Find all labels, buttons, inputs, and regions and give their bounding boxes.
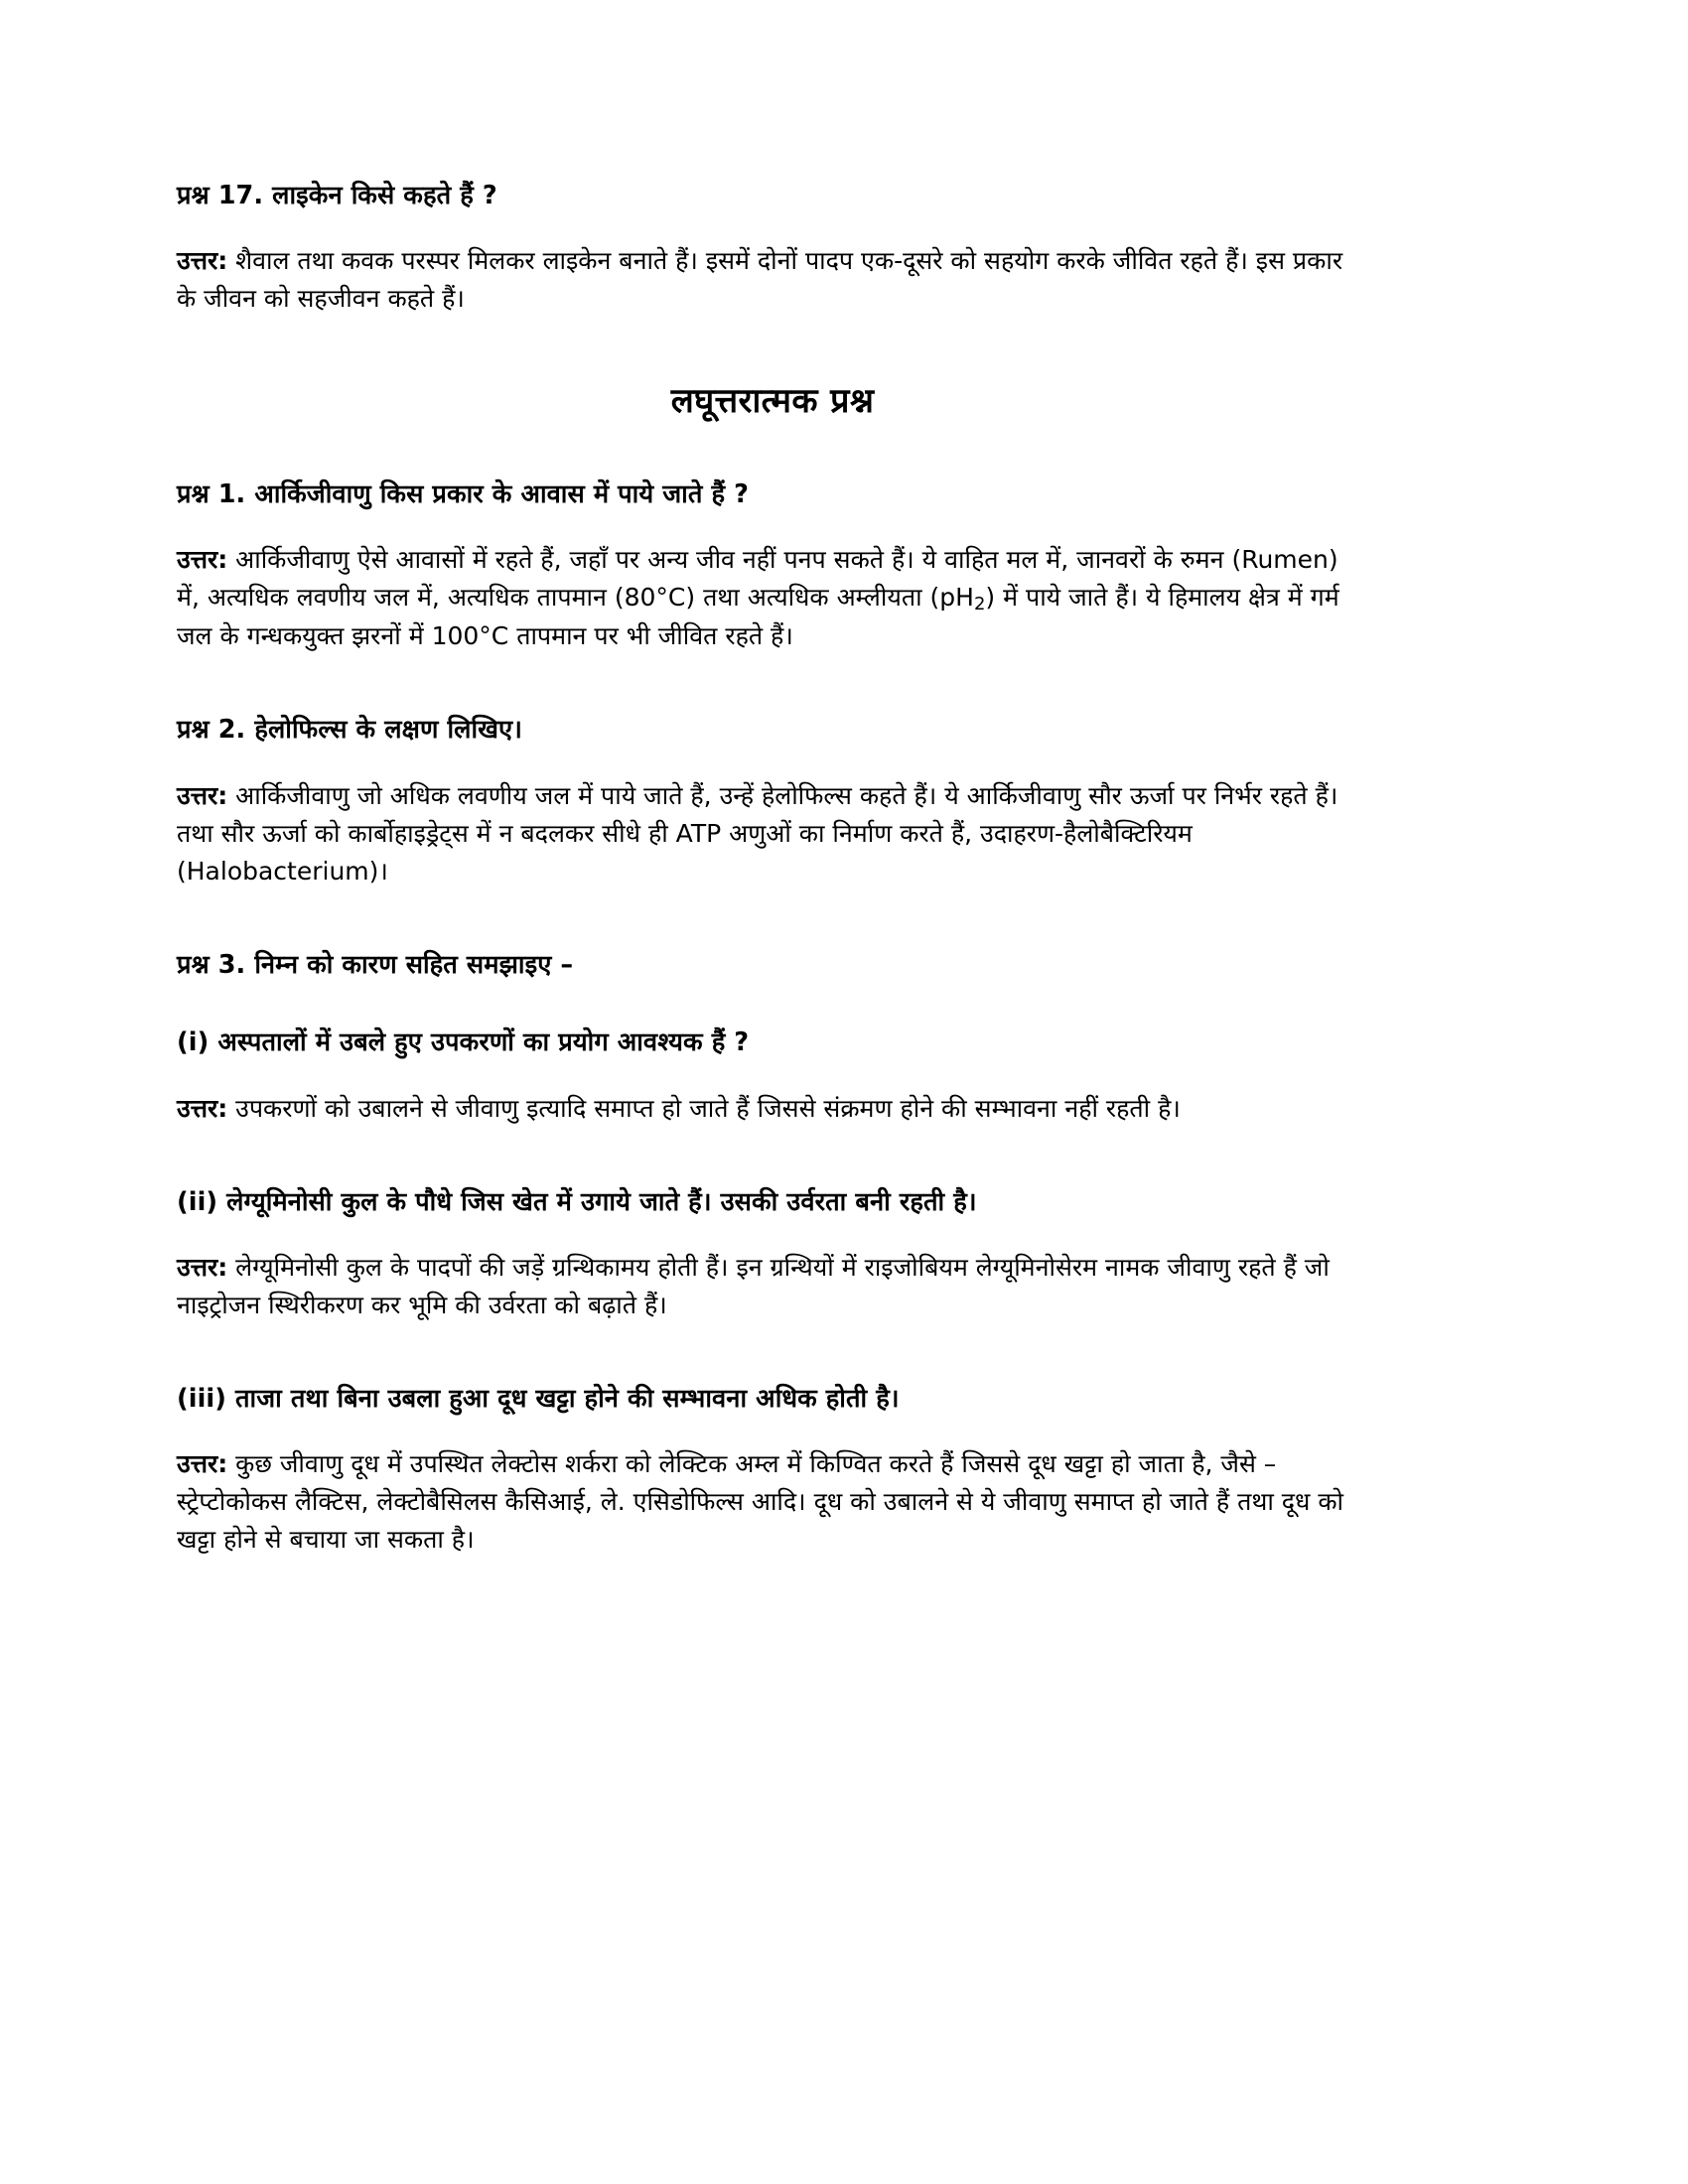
question-3-part-iii-answer-line-1 (177, 1445, 1368, 1483)
spacer (177, 1060, 1368, 1090)
answer-text: शैवाल तथा कवक परस्पर मिलकर लाइकेन बनाते हैं। इसमें दोनों पादप एक-दूसरे को सहयोग करके जीवित रहते हैं। इस प्रकार के जीवन को सहजीवन कहते हैं। (177, 246, 1343, 314)
spacer (177, 748, 1368, 777)
spacer (177, 1128, 1368, 1185)
ph-subscript: 2 (973, 593, 986, 614)
answer-label: उत्तर: (177, 1093, 228, 1123)
spacer (177, 890, 1368, 948)
question-1-heading: प्रश्न 1. आर्किजीवाणु किस प्रकार के आवास में पाये जाते हैं ? (177, 478, 749, 509)
question-2-heading: प्रश्न 2. हेलोफिल्स के लक्षण लिखिए। (177, 715, 523, 746)
answer-text: उपकरणों को उबालने से जीवाणु इत्यादि समाप्त हो जाते हैं जिससे संक्रमण होने की सम्भावना नहीं रहती है। (227, 1093, 1181, 1123)
question-17-answer (177, 242, 1368, 318)
answer-text: लेग्यूमिनोसी कुल के पादपों की जड़ें ग्रन्थिकामय होती हैं। इन ग्रन्थियों में राइजोबियम लेग्यूमिनोसेरम नामक जीवाणु रहते हैं जो नाइट्रोजन स्थिरीकरण कर भूमि की उर्वरता को बढ़ाते हैं। (177, 1253, 1330, 1320)
question-3-part-ii-answer (177, 1249, 1368, 1324)
section-title: लघूत्तरात्मक प्रश्न (670, 381, 875, 422)
question-3-part-ii-heading: (ii) लेग्यूमिनोसी कुल के पौधे जिस खेत में उगाये जाते हैं। उसकी उर्वरता बनी रहती है। (177, 1186, 977, 1217)
spacer (177, 511, 1368, 541)
question-3-part-i-answer (177, 1090, 1368, 1128)
answer-text-part-1: आर्किजीवाणु ऐसे आवासों में रहते हैं, जहाँ पर अन्य जीव नहीं पनप सकते हैं। ये वाहित मल में, जानवरों के रुमन (Rumen) में, अत्यधिक लवणीय जल में, अत्यधिक तापमान (80°C) तथा अत्यधिक अम्लीयता (pH (177, 545, 1338, 613)
answer-label: उत्तर: (177, 246, 228, 276)
spacer (177, 655, 1368, 713)
answer-label: उत्तर: (177, 780, 228, 810)
document-body (177, 179, 1368, 1559)
answer-text: कुछ जीवाणु दूध में उपस्थित लेक्टोस शर्करा को लेक्टिक अम्ल में किण्वित करते हैं जिससे दूध खट्टा हो जाता है, जैसे – (227, 1449, 1277, 1479)
spacer (177, 1416, 1368, 1445)
answer-label: उत्तर: (177, 1449, 228, 1479)
answer-text-part-2: ) में पाये जाते हैं। ये हिमालय क्षेत्र में गर्म जल के गन्धकयुक्त झरनों में 100°C तापमान पर भी जीवित रहते हैं। (177, 583, 1339, 651)
spacer (177, 1324, 1368, 1382)
answer-label: उत्तर: (177, 1253, 228, 1283)
answer-label: उत्तर: (177, 545, 228, 575)
spacer (177, 212, 1368, 242)
question-1-answer (177, 541, 1368, 655)
spacer (177, 318, 1368, 379)
answer-text: आर्किजीवाणु जो अधिक लवणीय जल में पाये जाते हैं, उन्हें हेलोफिल्स कहते हैं। ये आर्किजीवाणु सौर ऊर्जा पर निर्भर रहते हैं। तथा सौर ऊर्जा को कार्बोहाइड्रेट्स में न बदलकर सीधे ही ATP अणुओं का निर्माण करते हैं, उदाहरण-हैलोबैक्टिरियम (Halobacterium)। (177, 780, 1338, 886)
question-3-part-i-heading: (i) अस्पतालों में उबले हुए उपकरणों का प्रयोग आवश्यक हैं ? (177, 1027, 750, 1058)
question-17-heading: प्रश्न 17. लाइकेन किसे कहते हैं ? (177, 181, 497, 210)
spacer (177, 982, 1368, 1025)
spacer (177, 1219, 1368, 1249)
question-3-part-iii-heading: (iii) ताजा तथा बिना उबला हुआ दूध खट्टा होने की सम्भावना अधिक होती है। (177, 1384, 900, 1415)
question-3-heading: प्रश्न 3. निम्न को कारण सहित समझाइए – (177, 949, 574, 980)
question-2-answer (177, 777, 1368, 890)
spacer (177, 424, 1368, 478)
question-3-part-iii-answer-line-2: स्ट्रेप्टोकोकस लैक्टिस, लेक्टोबैसिलस कैसिआई, ले. एसिडोफिल्स आदि। दूध को उबालने से ये जीवाणु समाप्त हो जाते हैं तथा दूध को खट्टा होने से बचाया जा सकता है। (177, 1487, 1344, 1555)
